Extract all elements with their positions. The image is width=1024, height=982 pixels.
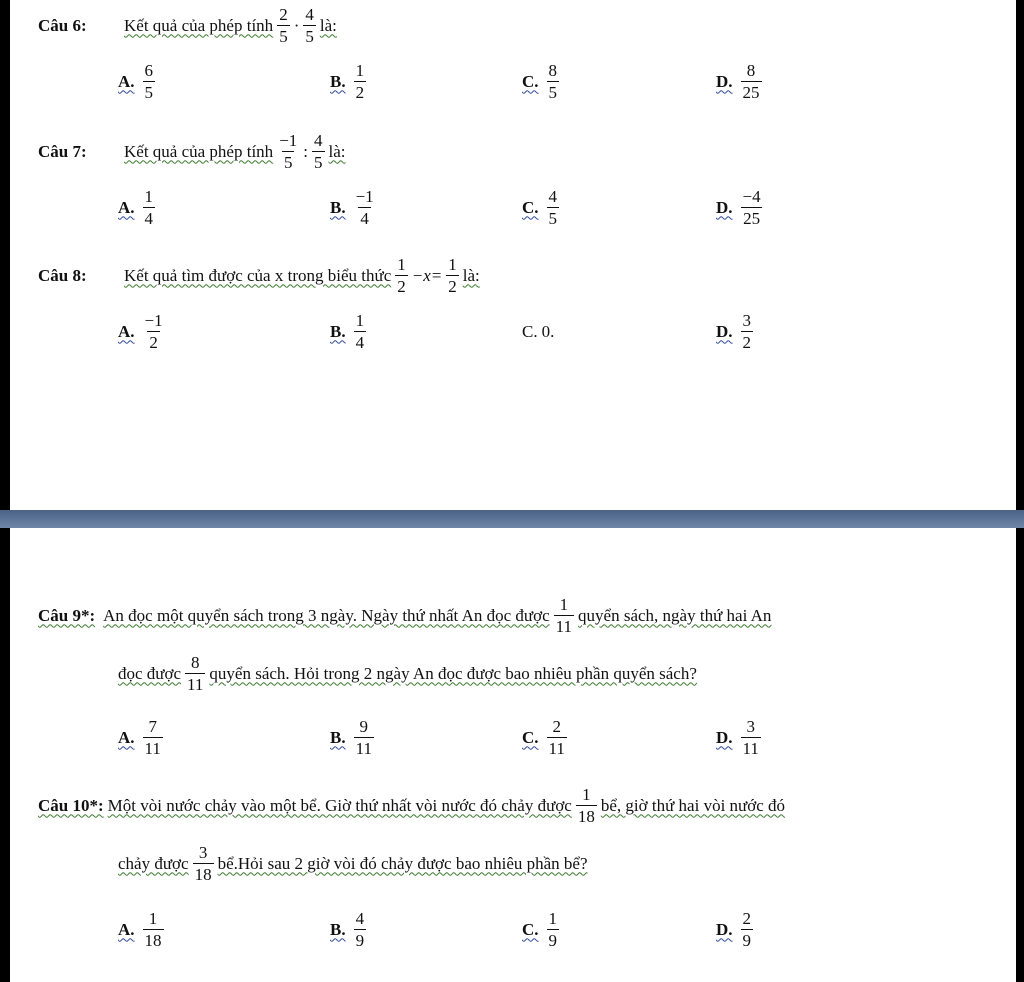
question-end: là: xyxy=(328,141,346,161)
question-9 xyxy=(38,596,771,635)
option-d: D. $\frac{3}{2}$ xyxy=(716,311,752,352)
option-d: D. $\frac{3}{11}$ xyxy=(716,717,759,758)
fraction: $\frac{1}{18}$ xyxy=(144,909,162,950)
fraction: $\frac{8}{5}$ xyxy=(548,61,558,102)
fraction: $\frac{1}{4}$ xyxy=(144,187,154,228)
fraction: $\frac{-4}{25}$ xyxy=(742,187,761,228)
question-10 xyxy=(38,786,785,825)
question-9-line-2 xyxy=(118,654,697,693)
option-a: A. $\frac{1}{18}$ xyxy=(118,909,162,950)
option-b: B. $\frac{1}{2}$ xyxy=(330,61,365,102)
fraction: $\frac{4}{5}$ xyxy=(548,187,558,228)
option-b: B. $\frac{-1}{4}$ xyxy=(330,187,374,228)
question-label: Câu 6: xyxy=(38,15,87,35)
fraction: $\frac{8}{11}$ xyxy=(187,653,204,694)
fraction: $\frac{3}{18}$ xyxy=(194,843,212,884)
option-d: D. $\frac{8}{25}$ xyxy=(716,61,760,102)
operator: : xyxy=(303,141,309,161)
fraction: $\frac{2}{11}$ xyxy=(548,717,565,758)
document-page-2 xyxy=(10,528,1016,982)
question-text: quyển sách, ngày thứ hai An xyxy=(578,605,772,625)
question-text: bể, giờ thứ hai vòi nước đó xyxy=(600,795,786,815)
fraction: $\frac{6}{5}$ xyxy=(144,61,154,102)
fraction: $\frac{8}{25}$ xyxy=(742,61,760,102)
fraction: $\frac{2}{5}$ xyxy=(279,5,288,46)
option-c: C. $\frac{2}{11}$ xyxy=(522,717,565,758)
question-end: là: xyxy=(319,15,337,35)
question-text: Kết quả tìm được của x trong biểu thức xyxy=(124,265,392,285)
question-label: Câu 7: xyxy=(38,141,87,161)
question-7 xyxy=(38,132,346,171)
question-text: bể.Hỏi sau 2 giờ vòi đó chảy được bao nhiêu phần bể? xyxy=(217,853,588,873)
fraction: $\frac{4}{9}$ xyxy=(355,909,365,950)
question-text: đọc được xyxy=(118,663,182,683)
fraction: $\frac{1}{2}$ xyxy=(448,255,457,296)
option-b: B. $\frac{4}{9}$ xyxy=(330,909,365,950)
fraction: $\frac{-1}{2}$ xyxy=(144,311,163,352)
fraction: $\frac{1}{2}$ xyxy=(355,61,365,102)
option-b: B. $\frac{9}{11}$ xyxy=(330,717,372,758)
option-text: 0. xyxy=(541,322,555,341)
option-c: C. 0. xyxy=(522,322,555,341)
option-a: A. $\frac{6}{5}$ xyxy=(118,61,154,102)
option-a: A. $\frac{1}{4}$ xyxy=(118,187,154,228)
option-d: D. $\frac{2}{9}$ xyxy=(716,909,752,950)
question-text: Một vòi nước chảy vào một bể. Giờ thứ nhất vòi nước đó chảy được xyxy=(107,795,572,815)
fraction: $\frac{1}{9}$ xyxy=(548,909,558,950)
fraction: $\frac{3}{11}$ xyxy=(742,717,759,758)
question-text: chảy được xyxy=(118,853,189,873)
option-a: A. $\frac{-1}{2}$ xyxy=(118,311,163,352)
fraction: $\frac{7}{11}$ xyxy=(144,717,161,758)
question-text: Kết quả của phép tính xyxy=(124,141,274,161)
question-text: An đọc một quyển sách trong 3 ngày. Ngày thứ nhất An đọc được xyxy=(103,605,550,625)
option-b: B. $\frac{1}{4}$ xyxy=(330,311,365,352)
fraction: $\frac{4}{5}$ xyxy=(314,131,323,172)
fraction: $\frac{4}{5}$ xyxy=(305,5,314,46)
fraction: $\frac{1}{11}$ xyxy=(555,595,573,636)
fraction: $\frac{1}{4}$ xyxy=(355,311,365,352)
fraction: $\frac{-1}{5}$ xyxy=(279,131,298,172)
question-text: Kết quả của phép tính xyxy=(124,15,274,35)
question-label: Câu 10*: xyxy=(38,795,104,815)
question-8 xyxy=(38,256,480,295)
fraction: $\frac{1}{18}$ xyxy=(577,785,595,826)
fraction: $\frac{3}{2}$ xyxy=(742,311,752,352)
question-label: Câu 9*: xyxy=(38,605,96,625)
question-label: Câu 8: xyxy=(38,265,87,285)
fraction: $\frac{1}{2}$ xyxy=(397,255,406,296)
option-a: A. $\frac{7}{11}$ xyxy=(118,717,161,758)
question-6 xyxy=(38,6,337,45)
fraction: $\frac{9}{11}$ xyxy=(355,717,372,758)
option-c: C. $\frac{1}{9}$ xyxy=(522,909,558,950)
page-separator xyxy=(0,510,1024,528)
document-page-1 xyxy=(10,0,1016,510)
fraction: $\frac{2}{9}$ xyxy=(742,909,752,950)
expression: −x= xyxy=(411,265,443,285)
question-end: là: xyxy=(462,265,480,285)
option-c: C. $\frac{4}{5}$ xyxy=(522,187,558,228)
question-10-line-2 xyxy=(118,844,588,883)
operator: · xyxy=(293,15,300,35)
fraction: $\frac{-1}{4}$ xyxy=(355,187,374,228)
question-text: quyển sách. Hỏi trong 2 ngày An đọc được bao nhiêu phần quyển sách? xyxy=(209,663,697,683)
option-c: C. $\frac{8}{5}$ xyxy=(522,61,558,102)
option-d: D. $\frac{-4}{25}$ xyxy=(716,187,761,228)
